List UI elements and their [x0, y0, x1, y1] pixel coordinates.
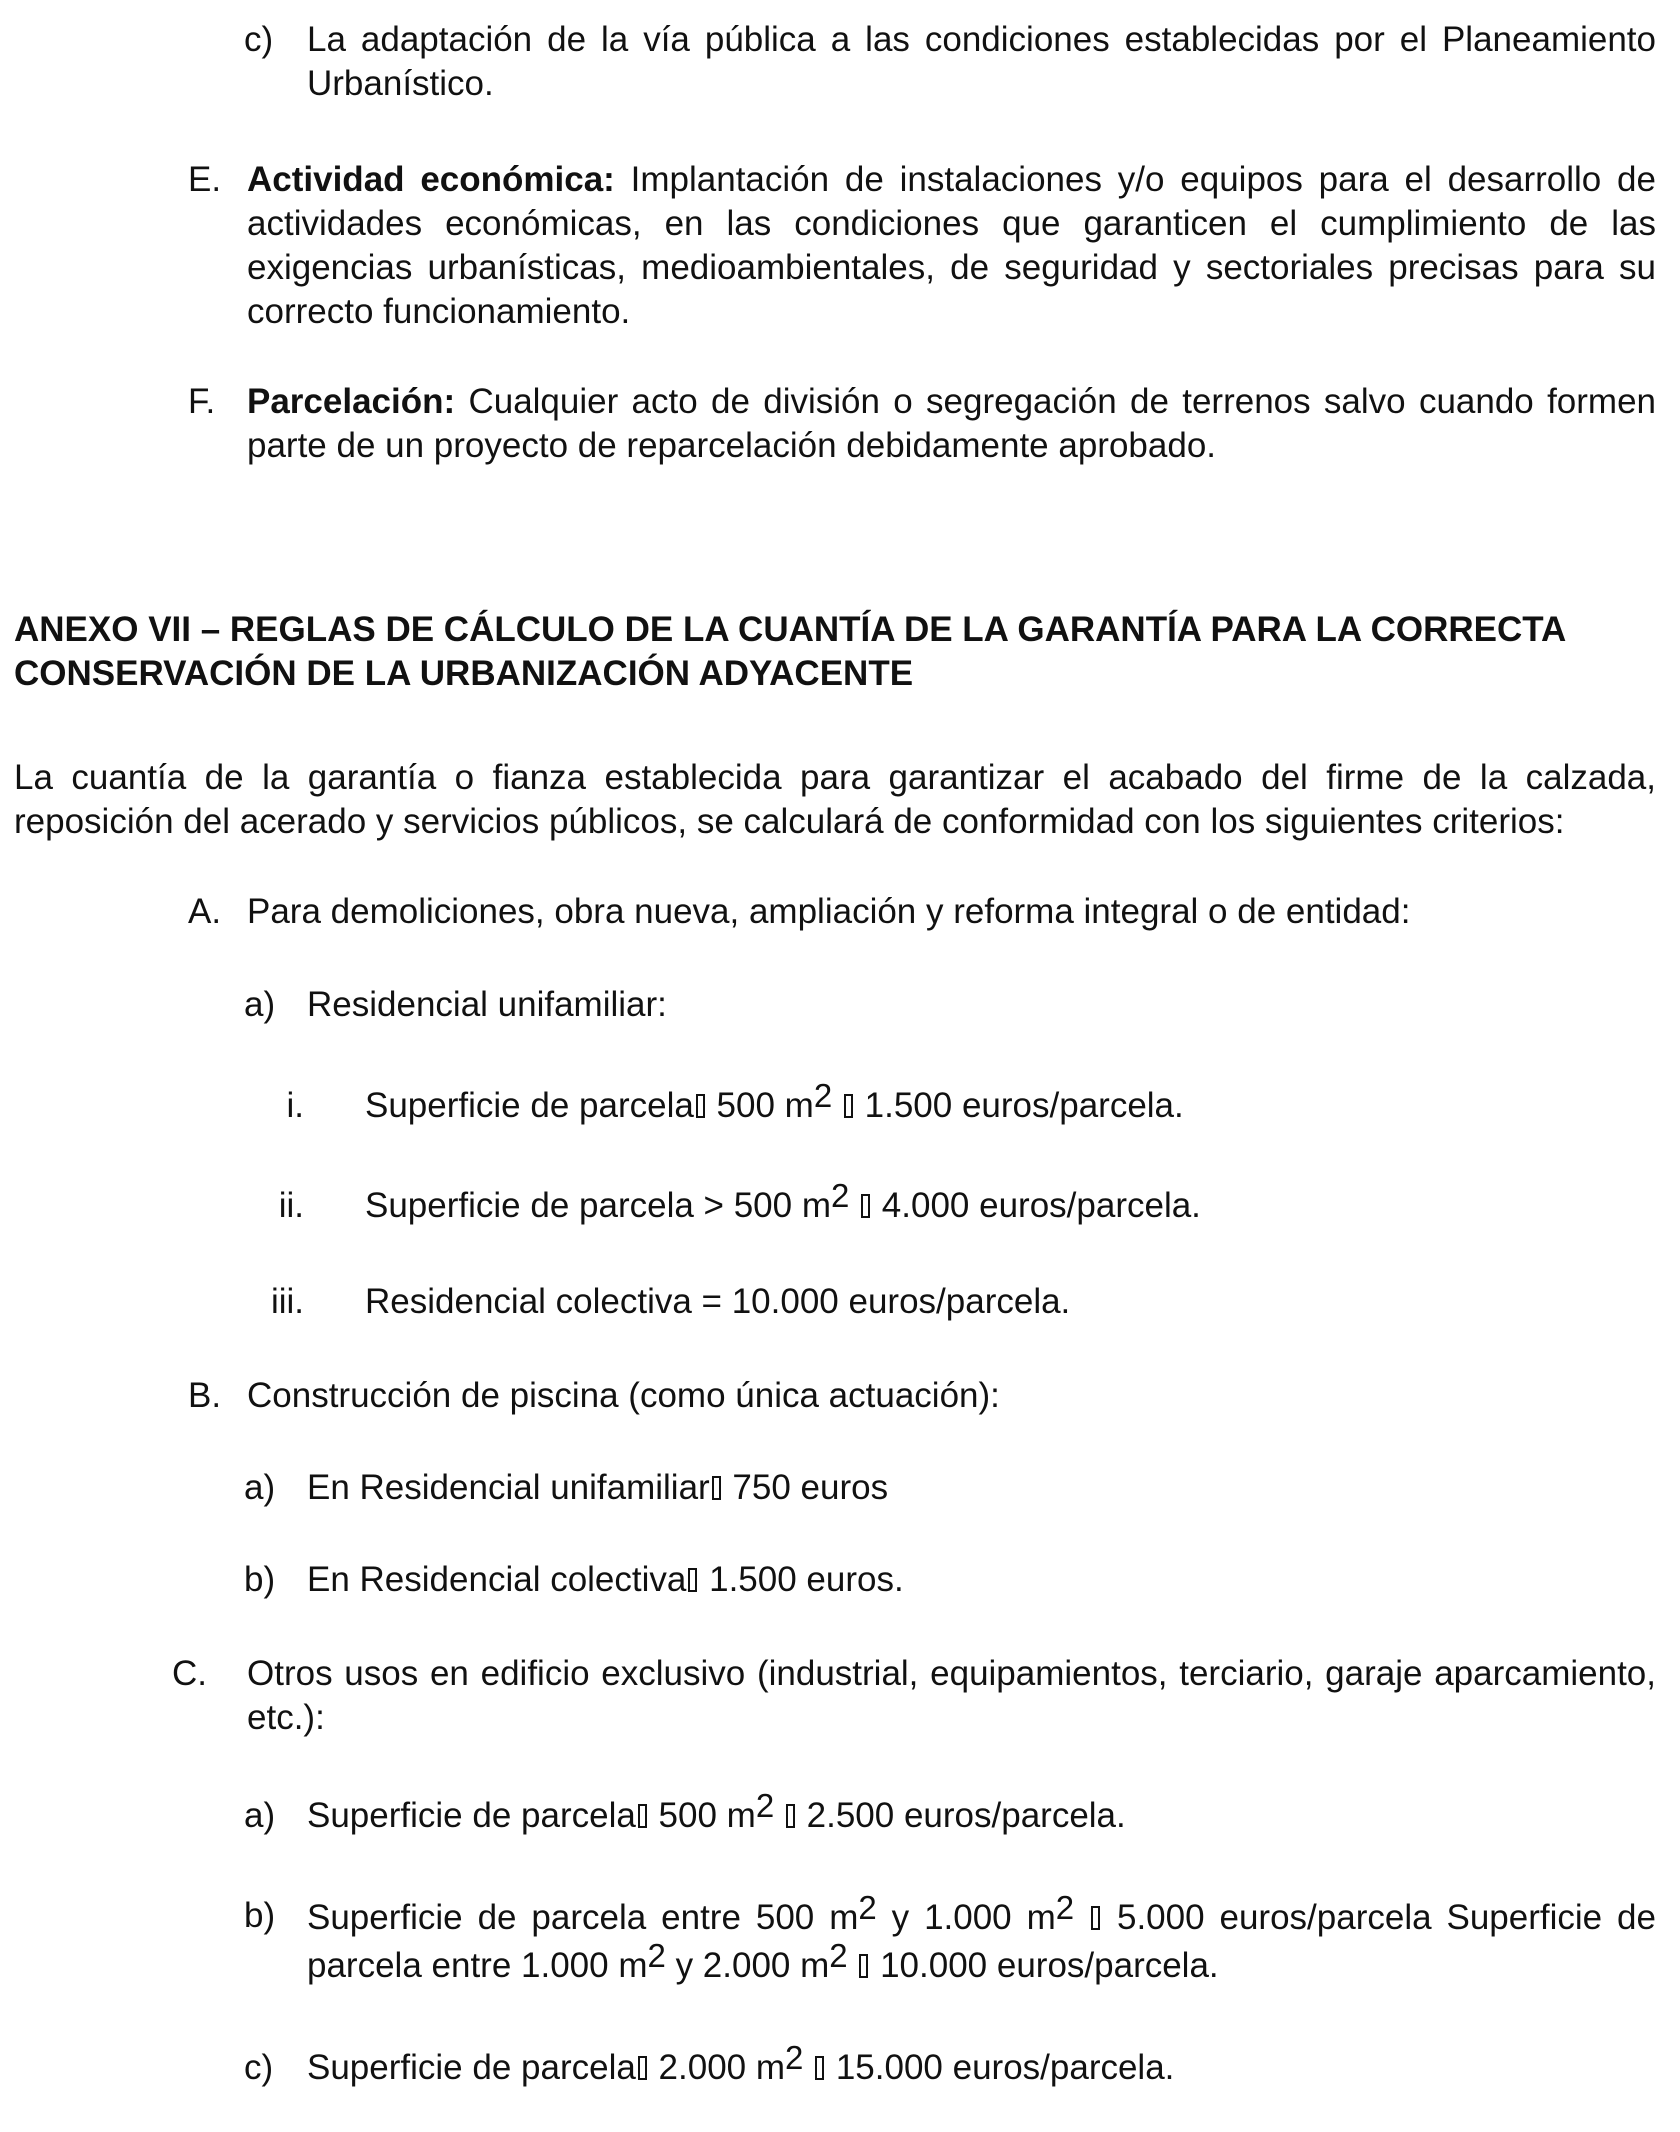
- missing-glyph-icon: [844, 1094, 853, 1118]
- missing-glyph-icon: [688, 1568, 697, 1592]
- missing-glyph-icon: [815, 2056, 824, 2080]
- item-f-text: Cualquier acto de división o segregación de terrenos salvo cuando formen parte de un proyecto de reparcelación debidamente aprobado.: [247, 382, 1656, 465]
- section-c-sub-b-text: [307, 1889, 1656, 1990]
- unit-sup: 2: [829, 1937, 848, 1974]
- section-b-sub-a-text: [307, 1466, 1656, 1510]
- unit-m: m: [726, 1796, 756, 1835]
- b-sub-a-post: 750 euros: [722, 1468, 889, 1507]
- section-a-sub-a-label: a): [244, 985, 276, 1024]
- unit-m: m: [618, 1946, 648, 1985]
- item-f-title: Parcelación:: [247, 382, 456, 421]
- list-label-e: E.: [188, 160, 222, 199]
- unit-sup: 2: [858, 1889, 877, 1926]
- item-i-label: i.: [286, 1086, 304, 1125]
- section-c-sub-a-text: [307, 1787, 1656, 1838]
- c-sub-b-t3: 5.000 euros/parcela Superficie de parcela entre 1.000: [307, 1898, 1656, 1985]
- section-b-sub-a-label: a): [244, 1468, 276, 1507]
- section-a-sub-a-text: Residencial unifamiliar:: [307, 985, 667, 1024]
- b-sub-a-pre: En Residencial unifamiliar: [307, 1468, 710, 1507]
- item-ii-label: ii.: [278, 1186, 304, 1225]
- c-sub-b-t1: Superficie de parcela entre 500: [307, 1898, 830, 1937]
- b-sub-b-pre: En Residencial colectiva: [307, 1560, 687, 1599]
- missing-glyph-icon: [638, 1804, 647, 1828]
- c-sub-c-pre: Superficie de parcela: [307, 2048, 636, 2087]
- item-e-text: Implantación de instalaciones y/o equipos para el desarrollo de actividades económicas, en las condiciones que garanticen el cumplimiento de las exigencias urbanísticas, medioambientales, de seguridad y sectoriales precisas para su correcto funcionamiento.: [247, 160, 1656, 331]
- c-sub-a-num: 500: [648, 1796, 727, 1835]
- annex-intro: La cuantía de la garantía o fianza establecida para garantizar el acabado del firme de la calzada, reposición del acerado y servicios públicos, se calculará de conformidad con los siguientes criterios:: [14, 758, 1656, 841]
- unit-m: m: [801, 1186, 831, 1225]
- unit-sup: 2: [1055, 1889, 1075, 1926]
- unit-m: m: [1026, 1898, 1056, 1937]
- unit-sup: 2: [755, 1787, 775, 1824]
- section-a-label: A.: [188, 892, 222, 931]
- c-sub-b-t2: y 1.000: [876, 1898, 1027, 1937]
- section-c-sub-c-label: c): [244, 2048, 274, 2087]
- b-sub-b-post: 1.500 euros.: [699, 1560, 904, 1599]
- section-b-sub-b-text: [307, 1558, 1656, 1602]
- missing-glyph-icon: [861, 1194, 870, 1218]
- c-sub-c-post: 15.000 euros/parcela.: [826, 2048, 1175, 2087]
- item-i-pre: Superficie de parcela: [365, 1086, 694, 1125]
- section-c-label: C.: [172, 1654, 207, 1693]
- list-item-f: [247, 380, 1656, 468]
- item-i-text: [365, 1077, 1656, 1128]
- c-sub-b-t5: 10.000 euros/parcela.: [870, 1946, 1219, 1985]
- missing-glyph-icon: [1091, 1906, 1100, 1930]
- section-c-sub-a-label: a): [244, 1796, 276, 1835]
- missing-glyph-icon: [696, 1094, 705, 1118]
- unit-sup: 2: [647, 1937, 666, 1974]
- item-iii-label: iii.: [270, 1282, 304, 1321]
- missing-glyph-icon: [712, 1476, 721, 1500]
- c-sub-a-post: 2.500 euros/parcela.: [796, 1796, 1126, 1835]
- c-sub-b-t4: y 2.000: [665, 1946, 801, 1985]
- unit-sup: 2: [813, 1077, 833, 1114]
- section-b-sub-b-label: b): [244, 1560, 276, 1599]
- unit-m: m: [800, 1946, 830, 1985]
- section-b-label: B.: [188, 1376, 222, 1415]
- list-label-f: F.: [188, 382, 216, 421]
- c-sub-c-num: 2.000: [648, 2048, 756, 2087]
- c-sub-a-pre: Superficie de parcela: [307, 1796, 636, 1835]
- section-c-sub-c-text: [307, 2039, 1656, 2090]
- missing-glyph-icon: [859, 1954, 868, 1978]
- section-a-text: Para demoliciones, obra nueva, ampliación y reforma integral o de entidad:: [247, 892, 1411, 931]
- item-ii-pre: Superficie de parcela > 500: [365, 1186, 802, 1225]
- annex-heading: ANEXO VII – REGLAS DE CÁLCULO DE LA CUANTÍA DE LA GARANTÍA PARA LA CORRECTA CONSERVACIÓN DE LA URBANIZACIÓN ADYACENTE: [14, 610, 1566, 693]
- item-iii-text: Residencial colectiva = 10.000 euros/parcela.: [365, 1282, 1071, 1321]
- unit-m: m: [755, 2048, 786, 2087]
- unit-m: m: [784, 1086, 814, 1125]
- unit-m: m: [829, 1898, 859, 1937]
- item-ii-text: [365, 1177, 1656, 1228]
- unit-sup: 2: [785, 2039, 804, 2076]
- section-c-sub-b-label: b): [244, 1896, 276, 1935]
- item-i-num: 500: [706, 1086, 785, 1125]
- item-e-title: Actividad económica:: [247, 160, 615, 199]
- missing-glyph-icon: [638, 2056, 647, 2080]
- unit-sup: 2: [830, 1177, 850, 1214]
- list-label-c: c): [244, 20, 274, 59]
- item-ii-post: 4.000 euros/parcela.: [872, 1186, 1201, 1225]
- list-item-e: [247, 158, 1656, 334]
- section-b-text: Construcción de piscina (como única actuación):: [247, 1376, 1000, 1415]
- section-c-text: Otros usos en edificio exclusivo (industrial, equipamientos, terciario, garaje aparcamiento, etc.):: [247, 1654, 1656, 1737]
- list-item-c-text: La adaptación de la vía pública a las condiciones establecidas por el Planeamiento Urbanístico.: [307, 20, 1656, 103]
- item-i-post: 1.500 euros/parcela.: [854, 1086, 1184, 1125]
- missing-glyph-icon: [786, 1804, 795, 1828]
